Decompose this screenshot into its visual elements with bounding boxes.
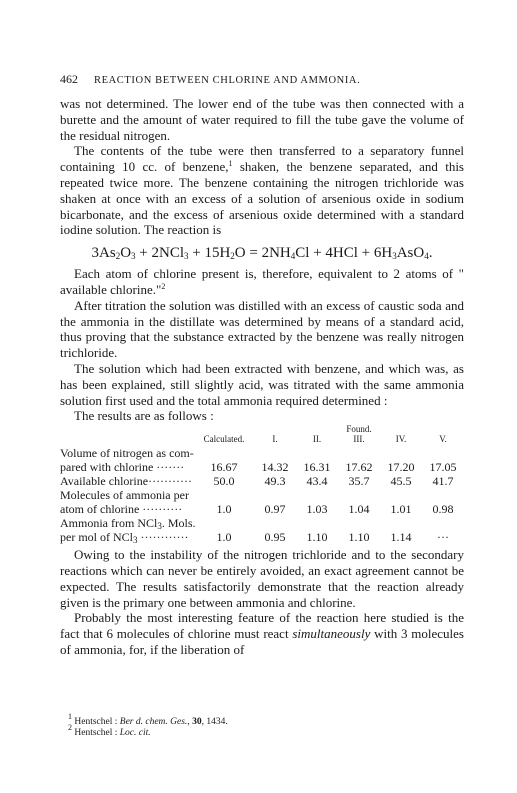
label-text: . Mols. [161,516,196,531]
calculated-value: 16.67 [210,460,238,475]
table-row [60,474,464,488]
paragraph-discussion: Owing to the instability of the nitrogen trichloride and to the secondary reactions which can never be entirely avoided, an exact agreement cannot be expected. The results satisfactorily demonstrate that the reaction already given is the primary one between ammonia and chlorine. [60,547,464,610]
text: The contents of the tube were then transferred to a separatory funnel containing 10 cc. of benzene, [60,143,464,175]
running-title: REACTION BETWEEN CHLORINE AND AMMONIA. [94,75,361,86]
row-label [60,530,194,544]
table-row [60,446,464,460]
page-number: 462 [60,72,78,86]
emphasis: simultaneously [292,626,371,642]
running-header [60,72,460,87]
table-cell: 43.4 [306,474,328,489]
eq-sub: 4 [290,251,296,262]
table-row [60,530,464,544]
paragraph-interesting-feature [60,610,464,657]
table-cell: 1.03 [306,502,328,517]
eq-term: + 15H [188,245,231,262]
column-header: IV. [395,434,407,445]
text: Probably the most interesting feature of the reaction here studied is the fact that 6 molecules of chlorine must react [60,610,464,642]
eq-sub: 3 [131,251,136,262]
paragraph-benzene-extraction [60,143,464,238]
footnote-mark: 1 [68,712,72,721]
paragraph-available-chlorine [60,266,464,298]
found-header: Found. [346,424,372,435]
table-cell: 45.5 [390,474,412,489]
table-cell: ··· [437,530,449,545]
table-cell: 0.95 [264,530,286,545]
footnote-ref: 1 [228,159,233,169]
calculated-value: 1.0 [216,502,232,517]
table-cell: 17.05 [429,460,457,475]
column-header: III. [353,434,365,445]
row-label: Available chlorine··········· [60,474,193,489]
label-text: per mol of NCl [60,530,133,545]
footnote-1 [60,712,464,728]
table-cell: 1.10 [306,530,328,545]
column-header: V. [439,434,447,445]
calculated-value: 1.0 [216,530,232,545]
label-text: ············ [137,530,189,545]
table-cell: 0.97 [264,502,286,517]
label-sub: 3 [133,535,138,546]
eq-term: AsO [396,245,425,262]
column-header: I. [272,434,278,445]
reaction-equation [60,244,464,262]
row-label: Volume of nitrogen as com- [60,446,194,461]
footnote-journal: Ber d. chem. Ges. [119,717,188,727]
eq-sub: 2 [230,251,235,262]
table-cell: 1.01 [390,502,412,517]
table-cell: 0.98 [432,502,454,517]
table-cell: 16.31 [303,460,331,475]
eq-term: + 2NCl [135,245,184,262]
paragraph-ammonia: The solution which had been extracted with benzene, and which was, as has been explained, still slightly acid, was titrated with the same ammonia solution first used and the total ammonia required determined : [60,360,464,408]
label-text: Ammonia from NCl [60,516,158,531]
table-row [60,488,464,502]
eq-sub: 4 [424,251,429,262]
eq-sub: 3 [392,251,397,262]
table-cell: 14.32 [261,460,289,475]
footnote-2 [60,723,464,739]
calculated-value: 50.0 [213,474,235,489]
row-label [60,516,464,530]
eq-term: 3As [91,245,116,262]
footnote-text: Hentschel : [72,717,120,727]
table-cell: 17.62 [345,460,373,475]
text: with 3 molecules of ammonia, for, if the liberation of [60,626,464,657]
table-cell: 41.7 [432,474,454,489]
footnote-text: , 1434. [201,717,228,727]
footnote-ref: 2 [161,281,166,291]
row-label: Molecules of ammonia per [60,488,189,503]
table-row [60,460,464,474]
paragraph-results-intro: The results are as follows : [74,408,214,424]
paragraph-continuation: was not determined. The lower end of the tube was then connected with a burette and the amount of water required to fill the tube gave the volume of the residual nitrogen. [60,96,464,143]
calculated-header: Calculated. [203,434,245,445]
text: shaken, the benzene separated, and this repeated twice more. The benzene containing the nitrogen trichloride was shaken at once with an excess of a solution of arsenious oxide in sodium bicarbonate, and the excess of arsenious oxide determined with a standard iodine solution. The reaction is [60,159,464,238]
table-cell: 1.14 [390,530,412,545]
eq-sub: 3 [184,251,189,262]
table-cell: 1.04 [348,502,370,517]
footnote-volume: 30 [192,717,202,727]
footnote-text: Hentschel : [72,728,120,738]
label-sub: 3 [157,521,162,532]
footnote-text: , [187,717,193,727]
page-body [60,96,464,658]
eq-term: . [428,245,433,262]
column-header: II. [312,434,322,445]
results-table [60,425,464,544]
table-row [60,502,464,516]
table-cell: 35.7 [348,474,370,489]
eq-term: O = 2NH [234,245,291,262]
paragraph-titration: After titration the solution was distilled with an excess of caustic soda and the ammonia in the distillate was determined by means of a standard acid, thus proving that the substance extracted by the benzene was really nitrogen trichloride. [60,297,464,361]
footnote-mark: 2 [68,723,72,732]
table-cell: 49.3 [264,474,286,489]
row-label: atom of chlorine ·········· [60,502,183,517]
eq-term: O [120,245,132,262]
table-cell: 17.20 [387,460,415,475]
footnotes [60,712,464,739]
eq-term: Cl + 4HCl + 6H [295,245,393,262]
row-label: pared with chlorine ······· [60,460,185,475]
table-cell: 1.10 [348,530,370,545]
text: Each atom of chlorine present is, therefore, equivalent to 2 atoms of " available chlorine." [60,266,464,297]
eq-sub: 2 [115,251,121,262]
footnote-citation: Loc. cit. [119,728,151,738]
table-row [60,516,464,530]
